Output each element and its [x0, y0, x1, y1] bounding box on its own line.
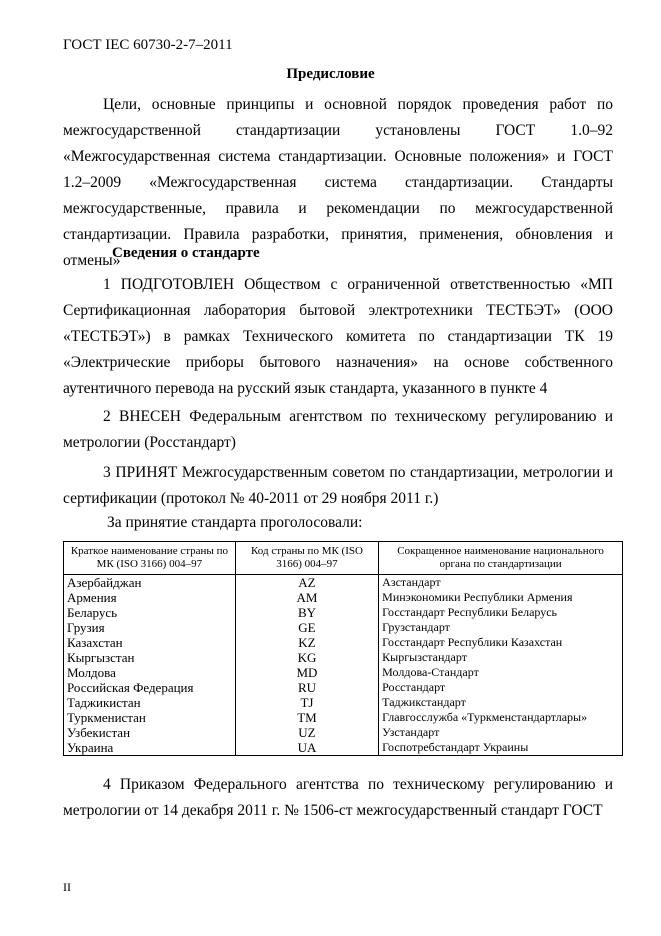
table-row: [64, 665, 623, 680]
item-2-paragraph: 2 ВНЕСЕН Федеральным агентством по техническому регулированию и метрологии (Росстандарт): [63, 408, 613, 451]
agency-name-cell: Госстандарт Республики Казахстан: [379, 635, 623, 650]
agency-name-cell: Молдова-Стандарт: [379, 665, 623, 680]
country-code-cell: UZ: [235, 725, 378, 740]
table-row: [64, 605, 623, 620]
country-code-cell: KG: [235, 650, 378, 665]
country-code-cell: TJ: [235, 695, 378, 710]
agency-name-cell: Росстандарт: [379, 680, 623, 695]
agency-name-cell: Узстандарт: [379, 725, 623, 740]
country-name-cell: Молдова: [64, 665, 236, 680]
column-header-country: Краткое наименование страны по МК (ISO 3166) 004–97: [64, 542, 236, 575]
agency-name-cell: Кыргызстандарт: [379, 650, 623, 665]
table-header-row: [64, 542, 623, 575]
table-row: [64, 680, 623, 695]
table-row: [64, 620, 623, 635]
country-name-cell: Кыргызстан: [64, 650, 236, 665]
document-header: ГОСТ IEC 60730-2-7–2011: [63, 37, 233, 53]
table-row: [64, 590, 623, 605]
item-1-paragraph: 1 ПОДГОТОВЛЕН Обществом с ограниченной ответственностью «МП Сертификационная лаборатория бытовой электротехники ТЕСТБЭТ» (ООО «ТЕСТБЭТ») в рамках Технического комитета по стандартизации ТК 19 «Электрические приборы бытового назначения» на основе собственного аутентичного перевода на русский язык стандарта, указанного в пункте 4: [63, 276, 613, 397]
table-row: [64, 740, 623, 756]
table-body: [64, 575, 623, 756]
table-row: [64, 710, 623, 725]
country-name-cell: Узбекистан: [64, 725, 236, 740]
country-code-cell: MD: [235, 665, 378, 680]
member-states-table: [63, 541, 623, 756]
agency-name-cell: Таджикстандарт: [379, 695, 623, 710]
table-row: [64, 650, 623, 665]
country-name-cell: Российская Федерация: [64, 680, 236, 695]
item-3-paragraph: 3 ПРИНЯТ Межгосударственным советом по стандартизации, метрологии и сертификации (протокол № 40-2011 от 29 ноября 2011 г.): [63, 464, 613, 507]
agency-name-cell: Госпотребстандарт Украины: [379, 740, 623, 756]
intro-paragraph: Цели, основные принципы и основной порядок проведения работ по межгосударственной стандартизации установлены ГОСТ 1.0–92 «Межгосударственная система стандартизации. Основные положения» и ГОСТ 1.2–2009 «Межгосударственная система стандартизации. Стандарты межгосударственные, правила и рекомендации по межгосударственной стандартизации. Правила разработки, принятия, применения, обновления и отмены»: [63, 96, 613, 269]
subheading: Сведения о стандарте: [112, 245, 260, 261]
country-name-cell: Армения: [64, 590, 236, 605]
country-name-cell: Таджикистан: [64, 695, 236, 710]
country-code-cell: AM: [235, 590, 378, 605]
column-header-code: Код страны по МК (ISO 3166) 004–97: [235, 542, 378, 575]
country-name-cell: Грузия: [64, 620, 236, 635]
country-code-cell: BY: [235, 605, 378, 620]
country-code-cell: KZ: [235, 635, 378, 650]
table-row: [64, 635, 623, 650]
agency-name-cell: Главгосслужба «Туркменстандартлары»: [379, 710, 623, 725]
section-title: Предисловие: [286, 66, 375, 82]
country-code-cell: UA: [235, 740, 378, 756]
country-code-cell: RU: [235, 680, 378, 695]
country-name-cell: Азербайджан: [64, 575, 236, 591]
column-header-agency: Сокращенное наименование национального органа по стандартизации: [379, 542, 623, 575]
page-number: II: [63, 880, 71, 894]
country-name-cell: Украина: [64, 740, 236, 756]
table-row: [64, 575, 623, 591]
vote-label: За принятие стандарта проголосовали:: [107, 514, 363, 531]
table-row: [64, 725, 623, 740]
country-code-cell: AZ: [235, 575, 378, 591]
agency-name-cell: Госстандарт Республики Беларусь: [379, 605, 623, 620]
country-name-cell: Туркменистан: [64, 710, 236, 725]
item-4-paragraph: 4 Приказом Федерального агентства по техническому регулированию и метрологии от 14 декабря 2011 г. № 1506-ст межгосударственный стандарт ГОСТ: [63, 776, 613, 819]
agency-name-cell: Азстандарт: [379, 575, 623, 591]
country-name-cell: Казахстан: [64, 635, 236, 650]
country-code-cell: GE: [235, 620, 378, 635]
table-row: [64, 695, 623, 710]
agency-name-cell: Грузстандарт: [379, 620, 623, 635]
country-name-cell: Беларусь: [64, 605, 236, 620]
country-code-cell: TM: [235, 710, 378, 725]
agency-name-cell: Минэкономики Республики Армения: [379, 590, 623, 605]
